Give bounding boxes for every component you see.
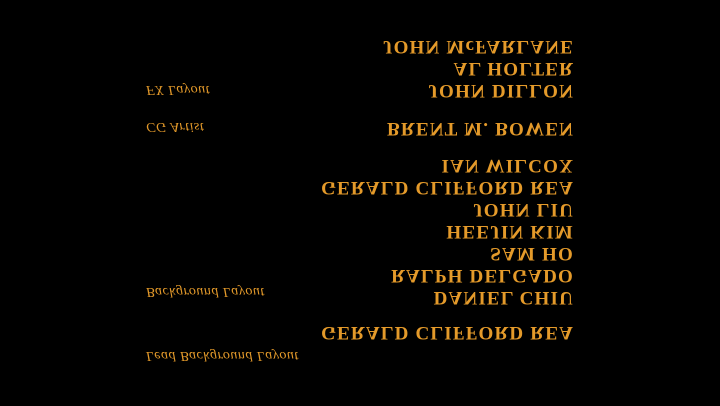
credit-name: DANIEL CHIU bbox=[433, 287, 574, 308]
credit-name: JOHN DILLON bbox=[428, 80, 574, 101]
credit-name: SAM HO bbox=[490, 243, 574, 264]
credit-name: RALPH DELGADO bbox=[391, 265, 574, 286]
credit-name: HEEJIN KIM bbox=[446, 221, 574, 242]
credit-name: AL HOLTER bbox=[453, 58, 574, 79]
role-fx-layout: FX Layout bbox=[146, 82, 210, 97]
credit-name: IAN WILCOX bbox=[441, 155, 574, 176]
credit-name: GERALD CLIFFORD REA bbox=[321, 322, 574, 343]
credit-name: JOHN LIU bbox=[473, 199, 574, 220]
role-cg-artist: CG Artist bbox=[146, 119, 205, 134]
credit-name: BRENT M. BOWEN bbox=[387, 118, 574, 139]
credit-name: GERALD CLIFFORD REA bbox=[321, 177, 574, 198]
role-lead-background-layout: Lead Background Layout bbox=[146, 348, 299, 363]
role-background-layout: Background Layout bbox=[146, 284, 265, 299]
credit-name: JOHN McFARLANE bbox=[382, 36, 574, 57]
